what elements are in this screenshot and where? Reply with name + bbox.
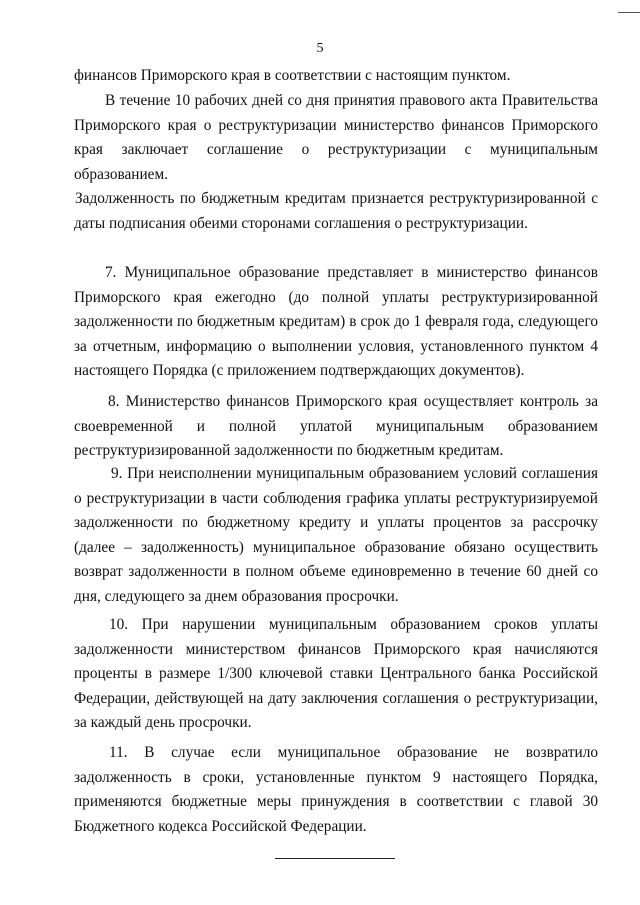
paragraph-item-8 [74, 390, 598, 464]
paragraph-text: финансов Приморского края в соответствии с настоящим пунктом. [74, 67, 511, 84]
paragraph-item-11 [74, 741, 598, 839]
paragraph-item-7 [74, 261, 598, 384]
paragraph-text: Задолженность по бюджетным кредитам признается реструктуризированной с даты подписания обеими сторонами соглашения о реструктуризации. [74, 190, 598, 232]
end-of-document-line [275, 858, 395, 859]
paragraph-item-10 [74, 613, 598, 736]
paragraph-text: В течение 10 рабочих дней со дня принятия правового акта Правительства Приморского края о реструктуризации министерство финансов Приморского края заключает соглашение о реструктуризации с муниципальным образованием. [74, 92, 598, 183]
paragraph-text: 9. При неисполнении муниципальным образованием условий соглашения о реструктуризации в части соблюдения графика уплаты реструктуризируемой задолженности по бюджетному кредиту и уплаты процентов за рассрочку (далее – задолженность) муниципальное образование обязано осуществить возврат задолженности в полном объеме единовременно в течение 60 дней со дня, следующего за днем образования просрочки. [74, 465, 598, 605]
paragraph-item-9 [74, 462, 598, 610]
paragraph-text: 8. Министерство финансов Приморского края осуществляет контроль за своевременной и полной уплатой муниципальным образованием реструктуризированной задолженности по бюджетным кредитам. [74, 393, 598, 460]
paragraph-continuation [74, 64, 598, 89]
paragraph-restructuring-agreement [74, 89, 598, 187]
page-number: 5 [316, 41, 324, 56]
paragraph-debt-restructured [74, 187, 598, 236]
paragraph-text: 7. Муниципальное образование представляет в министерство финансов Приморского края ежегодно (до полной уплаты реструктуризированной задолженности по бюджетным кредитам) в срок до 1 февраля года, следующего за отчетным, информацию о выполнении условия, установленного пунктом 4 настоящего Порядка (с приложением подтверждающих документов). [74, 264, 598, 380]
paragraph-text: 10. При нарушении муниципальным образованием сроков уплаты задолженности министерством финансов Приморского края начисляются проценты в размере 1/300 ключевой ставки Центрального банка Российской Федерации, действующей на дату заключения соглашения о реструктуризации, за каждый день просрочки. [74, 616, 598, 732]
corner-mark [618, 12, 640, 13]
paragraph-text: 11. В случае если муниципальное образование не возвратило задолженность в сроки, установленные пунктом 9 настоящего Порядка, применяются бюджетные меры принуждения в соответствии с главой 30 Бюджетного кодекса Российской Федерации. [74, 744, 598, 835]
